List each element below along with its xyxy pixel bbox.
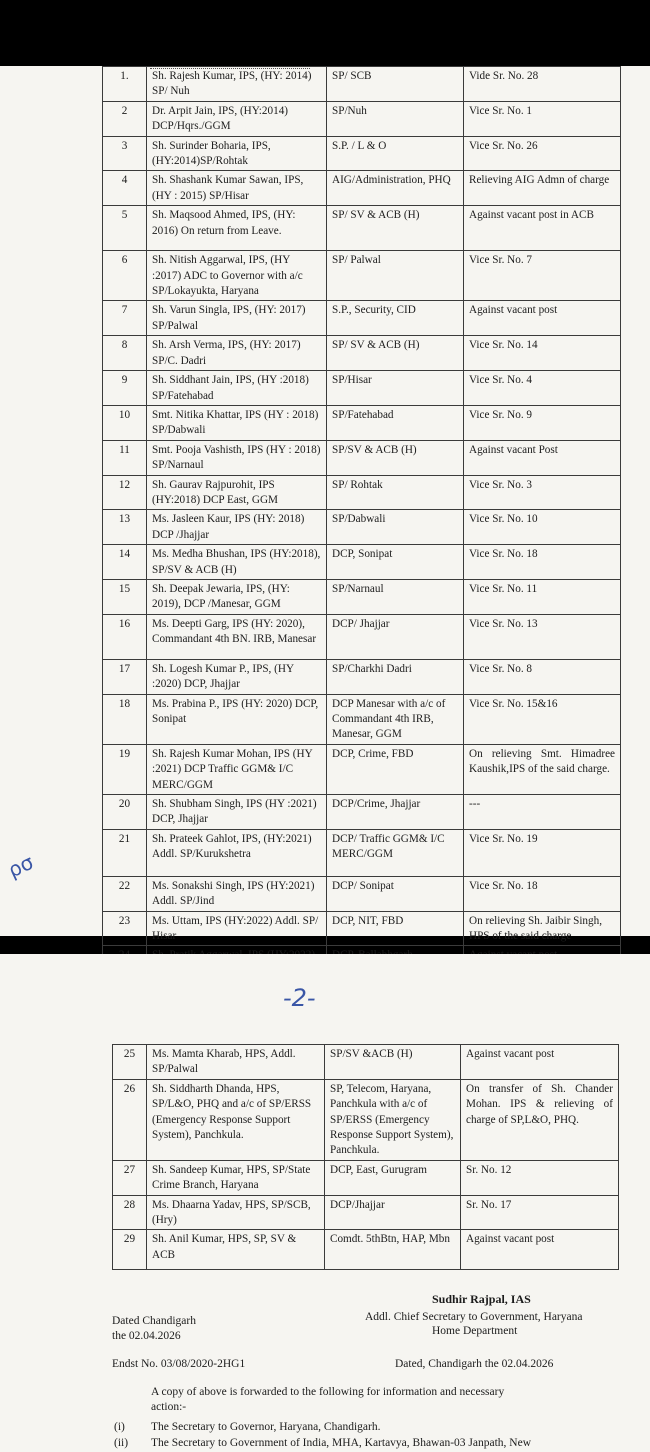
table-row [103, 876, 621, 911]
remarks-cell: Vice Sr. No. 7 [464, 251, 621, 301]
officer-name-cell: Sh. Rajesh Kumar, IPS, (HY: 2014) SP/ Nuh [147, 67, 327, 102]
table-row [113, 1045, 619, 1080]
officer-name-cell: Sh. Logesh Kumar P., IPS, (HY :2020) DCP, Jhajjar [147, 659, 327, 694]
serial-number-cell: 8 [103, 336, 147, 371]
officer-name-cell: Sh. Shashank Kumar Sawan, IPS, (HY : 2015) SP/Hisar [147, 171, 327, 206]
officer-name-cell: Smt. Pooja Vashisth, IPS (HY : 2018) SP/Narnaul [147, 440, 327, 475]
posted-as-cell: SP/Charkhi Dadri [327, 659, 464, 694]
table-row [103, 911, 621, 946]
officer-name-cell: Sh. Anil Kumar, HPS, SP, SV & ACB [147, 1230, 325, 1270]
posted-as-cell: DCP/ Jhajjar [327, 614, 464, 659]
officer-name-cell: Sh. Varun Singla, IPS, (HY: 2017) SP/Palwal [147, 301, 327, 336]
table-row [103, 301, 621, 336]
remarks-cell: Vice Sr. No. 4 [464, 371, 621, 406]
table-row [113, 1195, 619, 1230]
signatory-name: Sudhir Rajpal, IAS [432, 1292, 531, 1306]
posted-as-cell: DCP, Crime, FBD [327, 744, 464, 794]
dated-place: Dated Chandigarh [112, 1315, 196, 1327]
posted-as-cell: SP/ SV & ACB (H) [327, 336, 464, 371]
serial-number-cell: 2 [103, 101, 147, 136]
document-page-2 [0, 954, 650, 1452]
endorsement-number: Endst No. 03/08/2020-2HG1 [112, 1358, 246, 1370]
officer-name-cell: Sh. Prateek Gahlot, IPS, (HY:2021) Addl. SP/Kurukshetra [147, 829, 327, 876]
remarks-cell: Vice Sr. No. 11 [464, 579, 621, 614]
serial-number-cell: 6 [103, 251, 147, 301]
copy-intro-line-2: action:- [151, 1401, 187, 1413]
posted-as-cell: SP/ Palwal [327, 251, 464, 301]
officer-name-cell: Smt. Nitika Khattar, IPS (HY : 2018) SP/Dabwali [147, 405, 327, 440]
table-row [113, 1160, 619, 1195]
posted-as-cell: DCP/ Sonipat [327, 876, 464, 911]
officer-name-cell: Sh. Siddhant Jain, IPS, (HY :2018) SP/Fatehabad [147, 371, 327, 406]
serial-number-cell: 4 [103, 171, 147, 206]
posted-as-cell: Comdt. 5thBtn, HAP, Mbn [325, 1230, 461, 1270]
remarks-cell: Relieving AIG Admn of charge [464, 171, 621, 206]
officer-name-cell: Ms. Jasleen Kaur, IPS (HY: 2018) DCP /Jhajjar [147, 510, 327, 545]
serial-number-cell: 9 [103, 371, 147, 406]
posted-as-cell: SP/ SCB [327, 67, 464, 102]
officer-name-cell: Sh. Maqsood Ahmed, IPS, (HY: 2016) On return from Leave. [147, 206, 327, 251]
document-page-1 [0, 66, 650, 943]
remarks-cell: --- [464, 795, 621, 830]
remarks-cell: Vide Sr. No. 28 [464, 67, 621, 102]
posted-as-cell: SP/Fatehabad [327, 405, 464, 440]
remarks-cell: Vice Sr. No. 15&16 [464, 694, 621, 744]
posted-as-cell: DCP, East, Gurugram [325, 1160, 461, 1195]
serial-number-cell: 18 [103, 694, 147, 744]
table-row [103, 694, 621, 744]
posted-as-cell: SP/SV &ACB (H) [325, 1045, 461, 1080]
copy-item-number: (i) [114, 1421, 125, 1433]
serial-number-cell: 14 [103, 545, 147, 580]
officer-name-cell: Dr. Arpit Jain, IPS, (HY:2014) DCP/Hqrs./GGM [147, 101, 327, 136]
serial-number-cell: 15 [103, 579, 147, 614]
table-row [103, 614, 621, 659]
serial-number-cell: 21 [103, 829, 147, 876]
margin-initials: ρσ [4, 849, 38, 883]
serial-number-cell: 19 [103, 744, 147, 794]
remarks-cell: Vice Sr. No. 18 [464, 545, 621, 580]
remarks-cell: Sr. No. 12 [461, 1160, 619, 1195]
officer-name-cell: Sh. Gaurav Rajpurohit, IPS (HY:2018) DCP East, GGM [147, 475, 327, 510]
handwritten-page-number: -2- [283, 984, 316, 1012]
officer-name-cell: Sh. Rajesh Kumar Mohan, IPS (HY :2021) DCP Traffic GGM& I/C MERC/GGM [147, 744, 327, 794]
table-row [103, 336, 621, 371]
serial-number-cell: 17 [103, 659, 147, 694]
posted-as-cell: SP/ SV & ACB (H) [327, 206, 464, 251]
table-row [103, 206, 621, 251]
serial-number-cell: 20 [103, 795, 147, 830]
posted-as-cell: SP/Hisar [327, 371, 464, 406]
remarks-cell: Vice Sr. No. 10 [464, 510, 621, 545]
table-row [103, 440, 621, 475]
posted-as-cell: SP/Nuh [327, 101, 464, 136]
officer-name-cell: Sh. Siddharth Dhanda, HPS, SP/L&O, PHQ and a/c of SP/ERSS (Emergency Response Support System), Panchkula. [147, 1079, 325, 1160]
posted-as-cell: DCP/ Traffic GGM& I/C MERC/GGM [327, 829, 464, 876]
serial-number-cell: 7 [103, 301, 147, 336]
remarks-cell: On transfer of Sh. Chander Mohan. IPS & relieving of charge of SP,L&O, PHQ. [461, 1079, 619, 1160]
remarks-cell: Sr. No. 17 [461, 1195, 619, 1230]
serial-number-cell: 16 [103, 614, 147, 659]
serial-number-cell: 5 [103, 206, 147, 251]
remarks-cell: Against vacant post [461, 1045, 619, 1080]
serial-number-cell: 22 [103, 876, 147, 911]
table-row [103, 829, 621, 876]
remarks-cell: Vice Sr. No. 9 [464, 405, 621, 440]
officer-name-cell: Sh. Nitish Aggarwal, IPS, (HY :2017) ADC to Governor with a/c SP/Lokayukta, Haryana [147, 251, 327, 301]
posting-table-page-2 [112, 1044, 619, 1270]
officer-name-cell: Ms. Sonakshi Singh, IPS (HY:2021) Addl. SP/Jind [147, 876, 327, 911]
posting-table-page-1 [102, 66, 621, 981]
officer-name-cell: Ms. Prabina P., IPS (HY: 2020) DCP, Sonipat [147, 694, 327, 744]
remarks-cell: Vice Sr. No. 13 [464, 614, 621, 659]
serial-number-cell: 11 [103, 440, 147, 475]
table-row [103, 744, 621, 794]
remarks-cell: Vice Sr. No. 14 [464, 336, 621, 371]
posted-as-cell: DCP Manesar with a/c of Commandant 4th IRB, Manesar, GGM [327, 694, 464, 744]
remarks-cell: Vice Sr. No. 1 [464, 101, 621, 136]
serial-number-cell: 3 [103, 136, 147, 171]
officer-name-cell: Ms. Deepti Garg, IPS (HY: 2020), Commandant 4th BN. IRB, Manesar [147, 614, 327, 659]
officer-name-cell: Sh. Deepak Jewaria, IPS, (HY: 2019), DCP /Manesar, GGM [147, 579, 327, 614]
officer-name-cell: Sh. Surinder Boharia, IPS, (HY:2014)SP/Rohtak [147, 136, 327, 171]
serial-number-cell: 25 [113, 1045, 147, 1080]
posted-as-cell: DCP/Crime, Jhajjar [327, 795, 464, 830]
officer-name-cell: Ms. Uttam, IPS (HY:2022) Addl. SP/ Hisar [147, 911, 327, 946]
table-row [103, 136, 621, 171]
endorsement-date: Dated, Chandigarh the 02.04.2026 [395, 1358, 554, 1370]
remarks-cell: Vice Sr. No. 3 [464, 475, 621, 510]
table-row [103, 579, 621, 614]
serial-number-cell: 29 [113, 1230, 147, 1270]
remarks-cell: Vice Sr. No. 8 [464, 659, 621, 694]
remarks-cell: Against vacant Post [464, 440, 621, 475]
signatory-department: Home Department [432, 1325, 518, 1337]
copy-item-number: (ii) [114, 1437, 129, 1449]
posted-as-cell: DCP, NIT, FBD [327, 911, 464, 946]
remarks-cell: Against vacant post [461, 1230, 619, 1270]
table-row [103, 371, 621, 406]
serial-number-cell: 26 [113, 1079, 147, 1160]
officer-name-cell: Ms. Medha Bhushan, IPS (HY:2018), SP/SV & ACB (H) [147, 545, 327, 580]
posted-as-cell: SP/Dabwali [327, 510, 464, 545]
officer-name-cell: Sh. Sandeep Kumar, HPS, SP/State Crime Branch, Haryana [147, 1160, 325, 1195]
posted-as-cell: SP/ Rohtak [327, 475, 464, 510]
officer-name-cell: Ms. Mamta Kharab, HPS, Addl. SP/Palwal [147, 1045, 325, 1080]
remarks-cell: Vice Sr. No. 26 [464, 136, 621, 171]
serial-number-cell: 23 [103, 911, 147, 946]
posted-as-cell: S.P. / L & O [327, 136, 464, 171]
officer-name-cell: Sh. Arsh Verma, IPS, (HY: 2017) SP/C. Dadri [147, 336, 327, 371]
table-row [103, 659, 621, 694]
serial-number-cell: 1. [103, 67, 147, 102]
copy-intro-line-1: A copy of above is forwarded to the following for information and necessary [151, 1386, 505, 1398]
copy-item-text: The Secretary to Government of India, MHA, Kartavya, Bhawan-03 Janpath, New [151, 1437, 532, 1449]
table-row [103, 475, 621, 510]
remarks-cell: Vice Sr. No. 19 [464, 829, 621, 876]
table-row [113, 1079, 619, 1160]
remarks-cell: Against vacant post [464, 301, 621, 336]
table-row [103, 545, 621, 580]
copy-item-text: The Secretary to Governor, Haryana, Chandigarh. [151, 1421, 381, 1433]
signatory-title: Addl. Chief Secretary to Government, Haryana [365, 1311, 583, 1323]
remarks-cell: On relieving Sh. Jaibir Singh, HPS of the said charge [464, 911, 621, 946]
remarks-cell: On relieving Smt. Himadree Kaushik,IPS of the said charge. [464, 744, 621, 794]
table-row [103, 171, 621, 206]
posted-as-cell: DCP, Sonipat [327, 545, 464, 580]
remarks-cell: Vice Sr. No. 18 [464, 876, 621, 911]
posted-as-cell: SP/SV & ACB (H) [327, 440, 464, 475]
posted-as-cell: SP, Telecom, Haryana, Panchkula with a/c of SP/ERSS (Emergency Response Support System), Panchkula. [325, 1079, 461, 1160]
serial-number-cell: 28 [113, 1195, 147, 1230]
table-row [103, 405, 621, 440]
table-row [103, 251, 621, 301]
table-row [113, 1230, 619, 1270]
posted-as-cell: DCP/Jhajjar [325, 1195, 461, 1230]
serial-number-cell: 27 [113, 1160, 147, 1195]
dated-date: the 02.04.2026 [112, 1330, 181, 1342]
posted-as-cell: S.P., Security, CID [327, 301, 464, 336]
remarks-cell: Against vacant post in ACB [464, 206, 621, 251]
officer-name-cell: Sh. Shubham Singh, IPS (HY :2021) DCP, Jhajjar [147, 795, 327, 830]
table-row [103, 795, 621, 830]
officer-name-cell: Ms. Dhaarna Yadav, HPS, SP/SCB, (Hry) [147, 1195, 325, 1230]
serial-number-cell: 10 [103, 405, 147, 440]
table-row [103, 67, 621, 102]
table-row [103, 101, 621, 136]
table-row [103, 510, 621, 545]
serial-number-cell: 12 [103, 475, 147, 510]
posted-as-cell: SP/Narnaul [327, 579, 464, 614]
posted-as-cell: AIG/Administration, PHQ [327, 171, 464, 206]
serial-number-cell: 13 [103, 510, 147, 545]
